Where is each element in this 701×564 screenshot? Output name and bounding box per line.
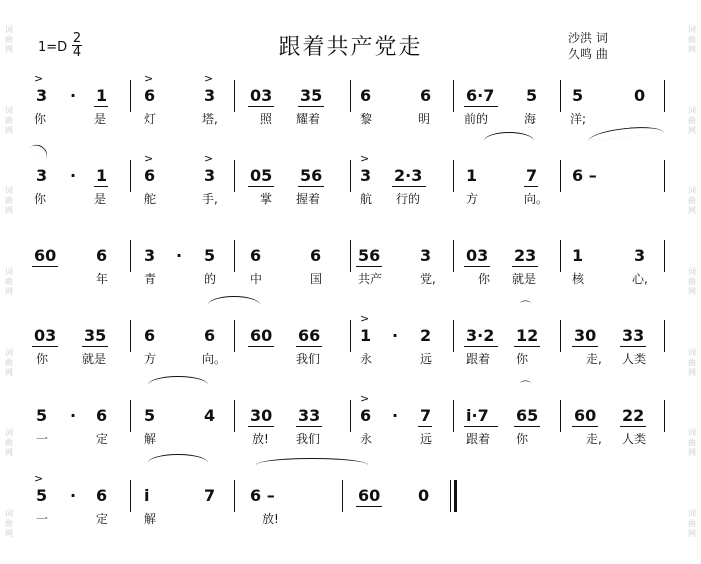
barline — [453, 320, 454, 352]
watermark-text: 词曲网 — [687, 266, 697, 297]
note: 56 — [300, 166, 323, 185]
barline — [560, 240, 561, 272]
note: 5 — [572, 86, 584, 105]
note: 60 — [34, 246, 57, 265]
accent-mark: > — [204, 72, 214, 85]
watermark-text: 词曲网 — [687, 25, 697, 56]
underline — [464, 426, 498, 427]
underline — [620, 426, 646, 427]
composer-credit: 久鸣 曲 — [568, 47, 608, 61]
note: 35 — [84, 326, 107, 345]
breath-mark: ⌒ — [520, 380, 531, 393]
note: 5 — [36, 486, 48, 505]
note: 30 — [250, 406, 273, 425]
lyric: 是 — [94, 112, 107, 126]
key-signature: 1=D — [38, 40, 68, 55]
note: · — [70, 486, 77, 505]
note: 23 — [514, 246, 537, 265]
note: 03 — [250, 86, 273, 105]
slur — [148, 454, 208, 463]
accent-mark: > — [144, 152, 154, 165]
note: 0 — [634, 86, 646, 105]
lyric: 中 — [250, 272, 263, 286]
lyric: 青 — [144, 272, 157, 286]
note: 3 — [634, 246, 646, 265]
note: 3 — [144, 246, 156, 265]
barline — [234, 320, 235, 352]
note: 6 — [204, 326, 216, 345]
lyric: 方 — [144, 352, 157, 366]
note: 5 — [36, 406, 48, 425]
underline — [296, 346, 322, 347]
barline — [234, 480, 235, 512]
underline — [298, 106, 324, 107]
score-system-2 — [28, 152, 668, 220]
slur — [29, 141, 51, 160]
note: 7 — [526, 166, 538, 185]
barline — [130, 320, 131, 352]
lyric: 的 — [204, 272, 217, 286]
note: 6 – — [572, 166, 597, 185]
watermark-left — [2, 0, 16, 564]
score-system-5 — [28, 392, 668, 460]
lyric: 海 — [524, 112, 537, 126]
note: 1 — [466, 166, 478, 185]
underline — [248, 426, 274, 427]
lyric: 跟着 — [466, 432, 491, 446]
accent-mark: > — [34, 472, 44, 485]
lyric: 你 — [516, 352, 529, 366]
underline — [248, 186, 274, 187]
note: 6 — [144, 86, 156, 105]
credits — [568, 30, 608, 62]
underline — [572, 426, 598, 427]
lyric: 共产 — [358, 272, 383, 286]
underline — [572, 346, 598, 347]
note: 6 — [144, 166, 156, 185]
note: 65 — [516, 406, 539, 425]
barline — [130, 240, 131, 272]
underline — [356, 266, 382, 267]
score-system-6 — [28, 472, 668, 540]
barline — [130, 400, 131, 432]
barline — [560, 160, 561, 192]
note: 4 — [204, 406, 216, 425]
watermark-text: 词曲网 — [4, 25, 14, 56]
breath-mark: ⌒ — [520, 300, 531, 313]
accent-mark: > — [144, 72, 154, 85]
lyric: 是 — [94, 192, 107, 206]
watermark-text: 词曲网 — [4, 347, 14, 378]
underline — [620, 346, 646, 347]
underline — [356, 506, 382, 507]
final-barline-thick — [454, 480, 457, 512]
barline — [664, 320, 665, 352]
lyric: 我们 — [296, 432, 321, 446]
note: · — [392, 406, 399, 425]
lyric: 放! — [252, 432, 269, 446]
lyric: 航 — [360, 192, 373, 206]
note: 3 — [36, 166, 48, 185]
lyric: 放! — [262, 512, 279, 526]
note: 6 — [310, 246, 322, 265]
note: 6 — [96, 406, 108, 425]
underline — [512, 266, 538, 267]
note: 22 — [622, 406, 645, 425]
note: · — [70, 166, 77, 185]
lyric: 人类 — [622, 432, 647, 446]
note: 5 — [144, 406, 156, 425]
note: 05 — [250, 166, 273, 185]
note: 3 — [360, 166, 372, 185]
slur — [256, 458, 368, 465]
underline — [248, 106, 274, 107]
lyric: 你 — [516, 432, 529, 446]
lyric: 方 — [466, 192, 479, 206]
underline — [82, 346, 108, 347]
note: 60 — [574, 406, 597, 425]
note: 3 — [36, 86, 48, 105]
underline — [248, 346, 274, 347]
lyric: 向。 — [202, 352, 227, 366]
watermark-text: 词曲网 — [687, 428, 697, 459]
barline — [560, 320, 561, 352]
note: i·7 — [466, 406, 489, 425]
barline — [453, 240, 454, 272]
lyric: 解 — [144, 432, 157, 446]
note: 1 — [572, 246, 584, 265]
watermark-right — [685, 0, 699, 564]
underline — [94, 106, 108, 107]
watermark-text: 词曲网 — [4, 266, 14, 297]
barline — [350, 160, 351, 192]
note: 6 — [420, 86, 432, 105]
barline — [342, 480, 343, 512]
barline — [453, 80, 454, 112]
watermark-text: 词曲网 — [687, 105, 697, 136]
note: 5 — [526, 86, 538, 105]
lyric: 行的 — [396, 192, 421, 206]
note: 3 — [204, 166, 216, 185]
underline — [524, 186, 538, 187]
note: 6 — [360, 86, 372, 105]
note: 5 — [204, 246, 216, 265]
barline — [234, 80, 235, 112]
lyric: 掌 — [260, 192, 273, 206]
lyric: 党, — [420, 272, 436, 286]
meter-top: 2 — [72, 31, 82, 46]
watermark-text: 词曲网 — [4, 105, 14, 136]
lyric: 向。 — [524, 192, 549, 206]
note: 3 — [204, 86, 216, 105]
barline — [130, 80, 131, 112]
lyric: 手, — [202, 192, 218, 206]
note: · — [392, 326, 399, 345]
barline — [664, 400, 665, 432]
lyric: 就是 — [512, 272, 537, 286]
note: 33 — [298, 406, 321, 425]
barline — [130, 160, 131, 192]
note: 0 — [418, 486, 430, 505]
watermark-text: 词曲网 — [687, 186, 697, 217]
slur — [148, 376, 208, 385]
note: · — [70, 406, 77, 425]
lyric: 人类 — [622, 352, 647, 366]
accent-mark: > — [204, 152, 214, 165]
barline — [453, 160, 454, 192]
lyric: 一 — [36, 432, 49, 446]
barline — [350, 240, 351, 272]
watermark-text: 词曲网 — [687, 508, 697, 539]
note: 1 — [360, 326, 372, 345]
watermark-text: 词曲网 — [4, 186, 14, 217]
underline — [464, 346, 498, 347]
barline — [350, 80, 351, 112]
note: 6·7 — [466, 86, 495, 105]
note: 56 — [358, 246, 381, 265]
lyric: 走, — [586, 352, 602, 366]
lyric: 跟着 — [466, 352, 491, 366]
lyric: 就是 — [82, 352, 107, 366]
barline — [234, 400, 235, 432]
note: 30 — [574, 326, 597, 345]
underline — [514, 346, 540, 347]
lyricist-credit: 沙洪 词 — [568, 31, 608, 45]
lyric: 远 — [420, 352, 433, 366]
underline — [392, 186, 426, 187]
lyric: 一 — [36, 512, 49, 526]
barline — [560, 400, 561, 432]
note: 12 — [516, 326, 539, 345]
note: 6 — [250, 246, 262, 265]
note: 7 — [420, 406, 432, 425]
lyric: 核 — [572, 272, 585, 286]
note: 60 — [250, 326, 273, 345]
note: 2 — [420, 326, 432, 345]
lyric: 远 — [420, 432, 433, 446]
note: 6 – — [250, 486, 275, 505]
lyric: 你 — [34, 192, 47, 206]
note: 6 — [96, 486, 108, 505]
underline — [464, 266, 490, 267]
note: 03 — [34, 326, 57, 345]
watermark-text: 词曲网 — [4, 428, 14, 459]
barline — [453, 400, 454, 432]
lyric: 洋; — [570, 112, 587, 126]
note: 1 — [96, 166, 108, 185]
barline — [234, 240, 235, 272]
note: 6 — [360, 406, 372, 425]
accent-mark: > — [34, 72, 44, 85]
lyric: 黎 — [360, 112, 373, 126]
barline — [664, 240, 665, 272]
lyric: 灯 — [144, 112, 157, 126]
accent-mark: > — [360, 312, 370, 325]
lyric: 走, — [586, 432, 602, 446]
underline — [298, 186, 324, 187]
final-barline-thin — [450, 480, 451, 512]
note: 33 — [622, 326, 645, 345]
underline — [32, 266, 58, 267]
lyric: 解 — [144, 512, 157, 526]
watermark-text: 词曲网 — [4, 508, 14, 539]
note: 3·2 — [466, 326, 495, 345]
lyric: 你 — [34, 112, 47, 126]
underline — [464, 106, 498, 107]
lyric: 你 — [478, 272, 491, 286]
lyric: 国 — [310, 272, 323, 286]
accent-mark: > — [360, 152, 370, 165]
note: 35 — [300, 86, 323, 105]
underline — [32, 346, 58, 347]
song-title: 跟着共产党走 — [278, 35, 423, 60]
lyric: 塔, — [202, 112, 218, 126]
lyric: 永 — [360, 352, 373, 366]
note: · — [70, 86, 77, 105]
note: · — [176, 246, 183, 265]
lyric: 我们 — [296, 352, 321, 366]
lyric: 明 — [418, 112, 431, 126]
lyric: 年 — [96, 272, 109, 286]
barline — [130, 480, 131, 512]
note: 3 — [420, 246, 432, 265]
lyric: 永 — [360, 432, 373, 446]
note: i — [144, 486, 150, 505]
barline — [560, 80, 561, 112]
barline — [350, 320, 351, 352]
score-system-4 — [28, 312, 668, 393]
note: 60 — [358, 486, 381, 505]
score-system-3 — [28, 240, 668, 313]
lyric: 你 — [36, 352, 49, 366]
underline — [296, 426, 322, 427]
note: 2·3 — [394, 166, 423, 185]
note: 7 — [204, 486, 216, 505]
underline — [94, 186, 108, 187]
score-system-1 — [28, 72, 668, 140]
meter-bottom: 4 — [72, 45, 82, 60]
slur — [208, 296, 260, 305]
lyric: 前的 — [464, 112, 489, 126]
lyric: 舵 — [144, 192, 157, 206]
lyric: 照 — [260, 112, 273, 126]
accent-mark: > — [360, 392, 370, 405]
slur — [588, 124, 665, 141]
note: 1 — [96, 86, 108, 105]
lyric: 握着 — [296, 192, 321, 206]
lyric: 耀着 — [296, 112, 321, 126]
barline — [234, 160, 235, 192]
lyric: 定 — [96, 432, 109, 446]
barline — [664, 160, 665, 192]
barline — [350, 400, 351, 432]
time-signature — [72, 32, 82, 59]
watermark-text: 词曲网 — [687, 347, 697, 378]
barline — [664, 80, 665, 112]
note: 6 — [96, 246, 108, 265]
note: 03 — [466, 246, 489, 265]
lyric: 心, — [632, 272, 648, 286]
note: 66 — [298, 326, 321, 345]
underline — [418, 426, 432, 427]
note: 6 — [144, 326, 156, 345]
lyric: 定 — [96, 512, 109, 526]
underline — [514, 426, 540, 427]
